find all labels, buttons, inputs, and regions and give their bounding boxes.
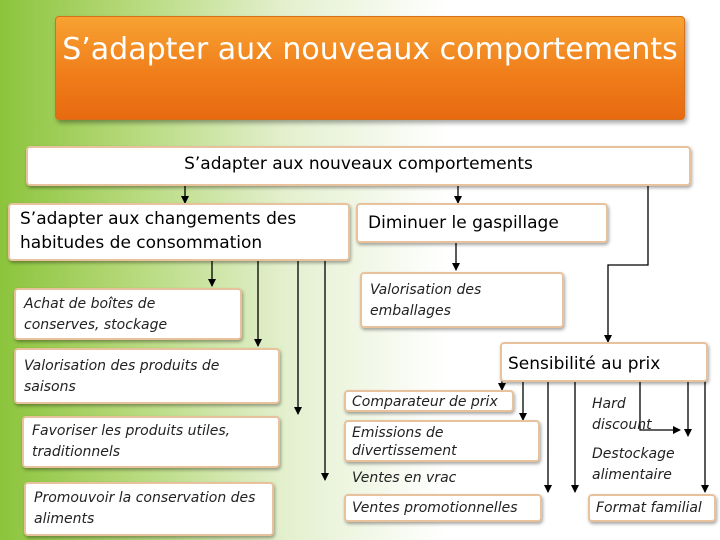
price-branch-node: Sensibilité au prix [500,342,708,382]
price-item-emissions: Emissions de divertissement [344,420,540,462]
waste-branch-node: Diminuer le gaspillage [356,203,608,243]
price-item-hard-discount: Hard discount [592,396,652,433]
price-item-format-familial: Format familial [588,494,716,522]
habits-item-conservation: Promouvoir la conservation des aliments [24,482,274,536]
slide-title: S’adapter aux nouveaux comportements [55,16,685,120]
price-item-destockage: Destockage alimentaire [592,446,675,483]
root-node: S’adapter aux nouveaux comportements [26,146,691,186]
arrow-root-to-price [608,185,648,342]
price-item-vrac: Ventes en vrac [352,470,457,486]
waste-item-emballages: Valorisation des emballages [360,272,564,328]
habits-item-saisons: Valorisation des produits de saisons [14,348,280,404]
habits-item-conserves: Achat de boîtes de conserves, stockage [14,288,242,340]
habits-branch-node: S’adapter aux changements des habitudes de consommation [8,203,350,261]
habits-item-traditionnels: Favoriser les produits utiles, traditionnels [22,416,280,468]
price-item-promotionnelles: Ventes promotionnelles [344,494,542,522]
price-item-comparateur: Comparateur de prix [344,390,514,412]
